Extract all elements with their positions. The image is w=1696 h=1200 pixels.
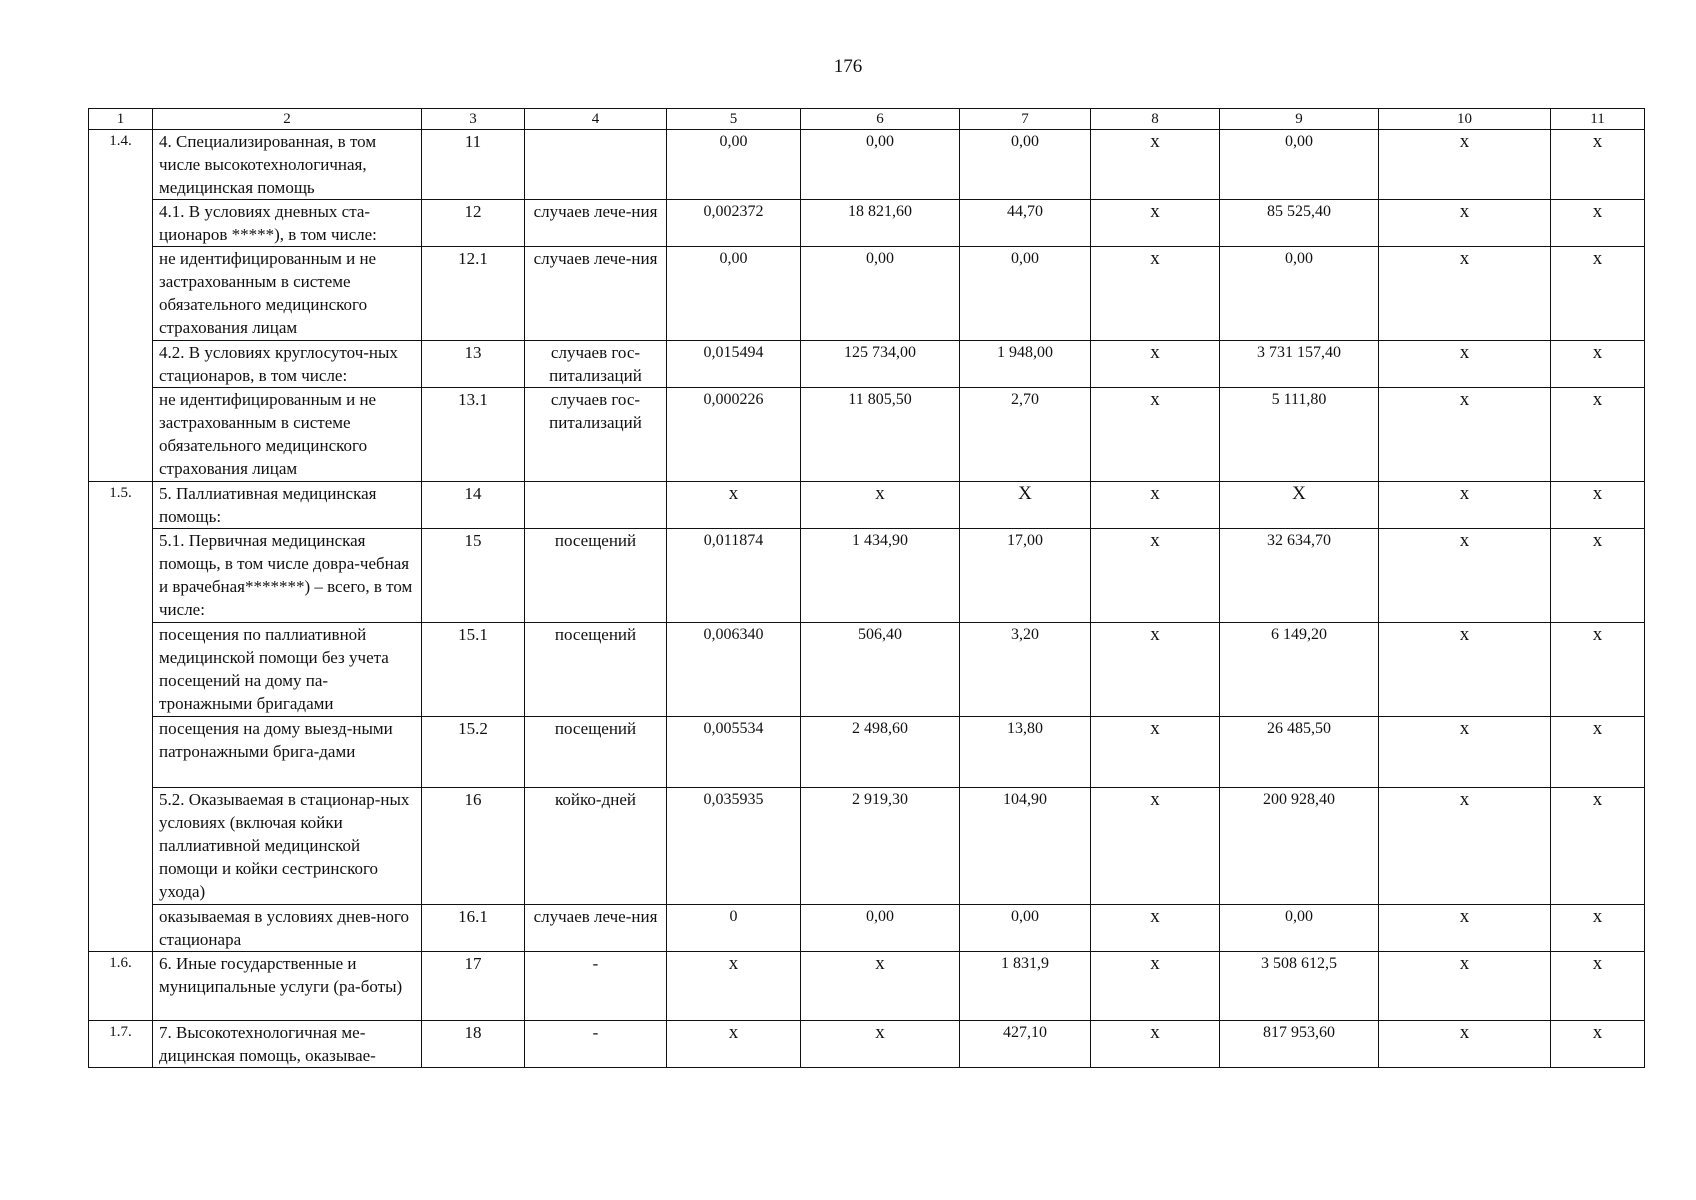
cell-col8: х (1091, 482, 1220, 529)
row-unit (525, 130, 667, 200)
cell-col11: х (1551, 200, 1645, 247)
cell-col11: х (1551, 130, 1645, 200)
cell-col5: 0,000226 (667, 388, 801, 482)
cell-col9: 0,00 (1220, 905, 1379, 952)
cell-col5: 0,011874 (667, 529, 801, 623)
cell-col9: 0,00 (1220, 130, 1379, 200)
row-unit: посещений (525, 717, 667, 788)
row-code: 17 (422, 952, 525, 1021)
cell-col10: х (1379, 130, 1551, 200)
row-code: 11 (422, 130, 525, 200)
col-header-8: 8 (1091, 109, 1220, 130)
cell-col5: 0,005534 (667, 717, 801, 788)
row-code: 12 (422, 200, 525, 247)
table-row (89, 247, 1645, 341)
table-row (89, 482, 1645, 529)
row-description: не идентифицированным и не застрахованным в системе обязательного медицинского страхования лицам (153, 247, 422, 341)
row-unit: койко-дней (525, 788, 667, 905)
cell-col9: 26 485,50 (1220, 717, 1379, 788)
cell-col6: х (801, 952, 960, 1021)
row-code: 13 (422, 341, 525, 388)
cell-col11: х (1551, 388, 1645, 482)
cell-col8: х (1091, 905, 1220, 952)
cell-col6: 2 919,30 (801, 788, 960, 905)
row-code: 18 (422, 1021, 525, 1068)
cell-col10: х (1379, 388, 1551, 482)
row-code: 15.1 (422, 623, 525, 717)
cell-col8: х (1091, 623, 1220, 717)
table-row (89, 717, 1645, 788)
cell-col8: х (1091, 788, 1220, 905)
row-unit: случаев гос-питализаций (525, 341, 667, 388)
col-header-3: 3 (422, 109, 525, 130)
cell-col9: Х (1220, 482, 1379, 529)
row-description: 4.2. В условиях круглосуточ-ных стационаров, в том числе: (153, 341, 422, 388)
cell-col5: 0,002372 (667, 200, 801, 247)
row-code: 12.1 (422, 247, 525, 341)
cell-col10: х (1379, 905, 1551, 952)
cell-col10: х (1379, 200, 1551, 247)
cell-col9: 3 508 612,5 (1220, 952, 1379, 1021)
cell-col9: 3 731 157,40 (1220, 341, 1379, 388)
cell-col11: х (1551, 482, 1645, 529)
cell-col7: 0,00 (960, 905, 1091, 952)
cell-col8: х (1091, 529, 1220, 623)
cell-col7: 1 948,00 (960, 341, 1091, 388)
table-row (89, 388, 1645, 482)
row-unit: случаев гос-питализаций (525, 388, 667, 482)
row-unit: - (525, 952, 667, 1021)
table-row (89, 130, 1645, 200)
row-unit: - (525, 1021, 667, 1068)
column-number-row (89, 109, 1645, 130)
table-row (89, 952, 1645, 1021)
cell-col6: 0,00 (801, 247, 960, 341)
cell-col11: х (1551, 717, 1645, 788)
row-unit (525, 482, 667, 529)
cell-col6: 125 734,00 (801, 341, 960, 388)
cell-col11: х (1551, 247, 1645, 341)
cell-col8: х (1091, 200, 1220, 247)
cell-col6: х (801, 1021, 960, 1068)
cell-col5: 0,00 (667, 247, 801, 341)
col-header-5: 5 (667, 109, 801, 130)
col-header-2: 2 (153, 109, 422, 130)
row-unit: посещений (525, 529, 667, 623)
cell-col5: х (667, 482, 801, 529)
cell-col9: 5 111,80 (1220, 388, 1379, 482)
cell-col8: х (1091, 952, 1220, 1021)
cell-col6: х (801, 482, 960, 529)
cell-col7: 0,00 (960, 130, 1091, 200)
cell-col8: х (1091, 388, 1220, 482)
cell-col9: 85 525,40 (1220, 200, 1379, 247)
cell-col6: 0,00 (801, 130, 960, 200)
cell-col7: 104,90 (960, 788, 1091, 905)
cell-col6: 1 434,90 (801, 529, 960, 623)
cell-col8: х (1091, 341, 1220, 388)
cell-col9: 817 953,60 (1220, 1021, 1379, 1068)
row-description: 5.1. Первичная медицинская помощь, в том числе довра-чебная и врачебная*******) – всего, в том числе: (153, 529, 422, 623)
cell-col8: х (1091, 130, 1220, 200)
cell-col10: х (1379, 788, 1551, 905)
row-code: 16 (422, 788, 525, 905)
cell-col10: х (1379, 482, 1551, 529)
cell-col5: х (667, 952, 801, 1021)
row-unit: случаев лече-ния (525, 905, 667, 952)
cell-col10: х (1379, 1021, 1551, 1068)
cell-col6: 11 805,50 (801, 388, 960, 482)
row-code: 15 (422, 529, 525, 623)
cell-col9: 200 928,40 (1220, 788, 1379, 905)
col-header-9: 9 (1220, 109, 1379, 130)
col-header-7: 7 (960, 109, 1091, 130)
cell-col6: 18 821,60 (801, 200, 960, 247)
cell-col8: х (1091, 1021, 1220, 1068)
table-row (89, 788, 1645, 905)
row-code: 15.2 (422, 717, 525, 788)
col-header-11: 11 (1551, 109, 1645, 130)
section-number: 1.7. (89, 1021, 153, 1068)
cell-col8: х (1091, 247, 1220, 341)
col-header-6: 6 (801, 109, 960, 130)
row-code: 16.1 (422, 905, 525, 952)
row-description: посещения на дому выезд-ными патронажными брига-дами (153, 717, 422, 788)
medical-care-table (88, 108, 1645, 1068)
row-unit: посещений (525, 623, 667, 717)
cell-col11: х (1551, 1021, 1645, 1068)
cell-col7: 427,10 (960, 1021, 1091, 1068)
table-row (89, 905, 1645, 952)
cell-col7: 17,00 (960, 529, 1091, 623)
cell-col11: х (1551, 905, 1645, 952)
row-description: посещения по паллиативной медицинской помощи без учета посещений на дому па-тронажными бригадами (153, 623, 422, 717)
row-description: 5.2. Оказываемая в стационар-ных условиях (включая койки паллиативной медицинской помощи и койки сестринского ухода) (153, 788, 422, 905)
cell-col7: 44,70 (960, 200, 1091, 247)
col-header-10: 10 (1379, 109, 1551, 130)
section-number: 1.5. (89, 482, 153, 952)
cell-col5: 0 (667, 905, 801, 952)
cell-col8: х (1091, 717, 1220, 788)
cell-col10: х (1379, 952, 1551, 1021)
cell-col11: х (1551, 788, 1645, 905)
table-row (89, 623, 1645, 717)
col-header-4: 4 (525, 109, 667, 130)
cell-col9: 32 634,70 (1220, 529, 1379, 623)
row-description: оказываемая в условиях днев-ного стационара (153, 905, 422, 952)
cell-col9: 6 149,20 (1220, 623, 1379, 717)
cell-col7: 13,80 (960, 717, 1091, 788)
cell-col7: 3,20 (960, 623, 1091, 717)
row-description: 4. Специализированная, в том числе высокотехнологичная, медицинская помощь (153, 130, 422, 200)
cell-col10: х (1379, 717, 1551, 788)
cell-col5: 0,006340 (667, 623, 801, 717)
cell-col10: х (1379, 623, 1551, 717)
row-unit: случаев лече-ния (525, 200, 667, 247)
row-code: 13.1 (422, 388, 525, 482)
row-description: 5. Паллиативная медицинская помощь: (153, 482, 422, 529)
table-row (89, 341, 1645, 388)
page-number: 176 (833, 56, 863, 77)
cell-col9: 0,00 (1220, 247, 1379, 341)
row-unit: случаев лече-ния (525, 247, 667, 341)
cell-col6: 0,00 (801, 905, 960, 952)
row-description: 6. Иные государственные и муниципальные услуги (ра-боты) (153, 952, 422, 1021)
cell-col11: х (1551, 623, 1645, 717)
cell-col6: 506,40 (801, 623, 960, 717)
cell-col6: 2 498,60 (801, 717, 960, 788)
table-row (89, 200, 1645, 247)
cell-col5: х (667, 1021, 801, 1068)
table-row (89, 1021, 1645, 1068)
cell-col7: 2,70 (960, 388, 1091, 482)
section-number: 1.6. (89, 952, 153, 1021)
row-description: 7. Высокотехнологичная ме-дицинская помощь, оказывае- (153, 1021, 422, 1068)
row-description: 4.1. В условиях дневных ста-ционаров *****), в том числе: (153, 200, 422, 247)
cell-col7: 0,00 (960, 247, 1091, 341)
cell-col5: 0,00 (667, 130, 801, 200)
row-code: 14 (422, 482, 525, 529)
section-number: 1.4. (89, 130, 153, 482)
cell-col7: Х (960, 482, 1091, 529)
cell-col10: х (1379, 247, 1551, 341)
col-header-1: 1 (89, 109, 153, 130)
table-row (89, 529, 1645, 623)
cell-col7: 1 831,9 (960, 952, 1091, 1021)
cell-col11: х (1551, 952, 1645, 1021)
row-description: не идентифицированным и не застрахованным в системе обязательного медицинского страхования лицам (153, 388, 422, 482)
cell-col11: х (1551, 341, 1645, 388)
cell-col5: 0,035935 (667, 788, 801, 905)
cell-col10: х (1379, 341, 1551, 388)
cell-col5: 0,015494 (667, 341, 801, 388)
cell-col11: х (1551, 529, 1645, 623)
cell-col10: х (1379, 529, 1551, 623)
